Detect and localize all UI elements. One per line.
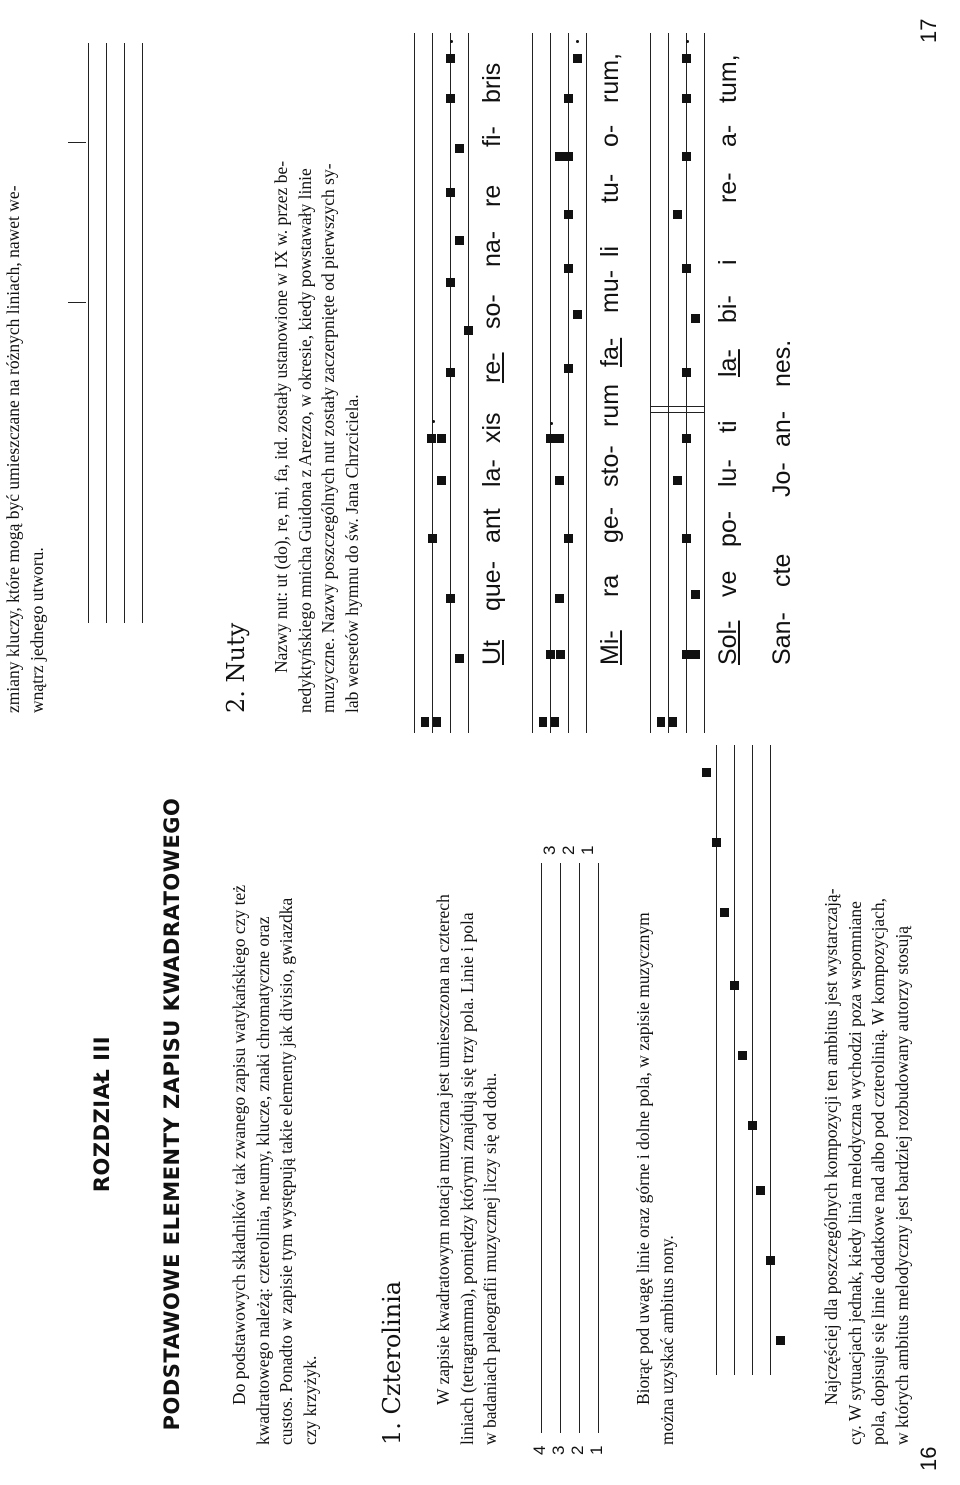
text-line: można uzyskać ambitus nony. xyxy=(656,1235,677,1445)
syllable: ant xyxy=(478,508,506,543)
page-number: 16 xyxy=(916,1446,941,1471)
line-number: 2 xyxy=(568,1445,587,1455)
text-line: wnątrz jednego utworu. xyxy=(26,547,47,713)
field-number: 1 xyxy=(578,845,597,855)
mora-dot xyxy=(686,40,689,43)
bar-line xyxy=(650,406,704,407)
note xyxy=(446,368,455,377)
note xyxy=(682,650,691,659)
syllable: la- xyxy=(714,349,742,377)
note xyxy=(564,210,573,219)
closing-paragraph xyxy=(820,795,914,1445)
syllable: fi- xyxy=(478,126,506,147)
staff-line xyxy=(704,33,705,733)
note xyxy=(766,1256,775,1265)
left-page xyxy=(0,743,960,1485)
staff-line xyxy=(432,33,433,733)
note xyxy=(691,590,700,599)
c-clef xyxy=(657,717,677,727)
syllable: ra xyxy=(596,574,624,597)
text-line: Do podstawowych składników tak zwanego zapisu watykańskiego czy też xyxy=(229,885,249,1405)
note xyxy=(455,144,464,153)
note xyxy=(427,434,436,443)
text-line: liniach (tetragramma), pomiędzy którymi znajdują się trzy pola. Linie i pola xyxy=(456,912,477,1445)
section-1-paragraph xyxy=(432,795,503,1445)
ambitus-staff-figure xyxy=(690,695,790,1375)
note xyxy=(446,594,455,603)
syllable: xis xyxy=(478,412,506,443)
field-number: 2 xyxy=(559,845,578,855)
line-number: 4 xyxy=(530,1445,549,1455)
syllable: so- xyxy=(478,294,506,329)
text-line: lab wersetów hymnu do św. Jana Chrzciciela. xyxy=(341,394,362,713)
syllable: o- xyxy=(596,124,624,147)
ambitus-paragraph xyxy=(632,795,679,1445)
note xyxy=(556,650,565,659)
syllable: cte xyxy=(768,553,796,587)
text-line: Biorąc pod uwagę linie oraz górne i dolne pola, w zapisie muzycznym xyxy=(633,912,653,1405)
syllable: nes. xyxy=(768,339,796,387)
hymn-system-2 xyxy=(518,0,638,743)
syllable: lu- xyxy=(714,459,742,487)
staff-line xyxy=(468,33,469,733)
blank-writing-lines xyxy=(60,0,170,743)
note xyxy=(682,54,691,63)
staff-line xyxy=(598,863,599,1433)
syllable: na- xyxy=(478,230,506,267)
text-line: Nazwy nut: ut (do), re, mi, fa, itd. zostały ustanowione w IX w. przez be- xyxy=(271,160,291,673)
syllable: ve xyxy=(714,570,742,597)
note xyxy=(555,152,564,161)
syllable: rum xyxy=(596,383,624,427)
note xyxy=(564,534,573,543)
note xyxy=(691,314,700,323)
note xyxy=(437,434,446,443)
syllable: la- xyxy=(478,459,506,487)
note xyxy=(573,310,582,319)
note xyxy=(776,1336,785,1345)
syllable: re xyxy=(478,184,506,207)
note xyxy=(555,434,564,443)
syllable: ge- xyxy=(596,506,624,543)
staff-line xyxy=(550,33,551,733)
text-line: custos. Ponadto w zapisie tym występują takie elementy jak divisio, gwiazdka xyxy=(276,897,296,1445)
staff-line xyxy=(579,863,580,1433)
staff-line xyxy=(541,863,542,1433)
staff-line xyxy=(686,33,687,733)
note xyxy=(555,594,564,603)
hymn-system-4 xyxy=(754,0,814,743)
note xyxy=(738,1051,747,1060)
note xyxy=(564,264,573,273)
blank-line xyxy=(106,43,107,623)
syllable: bi- xyxy=(714,295,742,323)
staff-line xyxy=(734,745,735,1375)
note xyxy=(464,326,473,335)
syllable: sto- xyxy=(596,445,624,487)
syllable: i xyxy=(714,259,742,265)
note xyxy=(455,236,464,245)
continuation-paragraph xyxy=(2,33,49,713)
note xyxy=(546,434,555,443)
note xyxy=(555,476,564,485)
text-line: czy krzyżyk. xyxy=(299,1355,320,1445)
syllable: an- xyxy=(768,410,796,447)
blank-line xyxy=(142,43,143,623)
syllable: fa- xyxy=(596,337,624,367)
note xyxy=(437,476,446,485)
syllable: re- xyxy=(714,172,742,203)
syllable: Ut xyxy=(478,640,506,665)
syllable: ti xyxy=(714,420,742,433)
hymn-system-3 xyxy=(636,0,756,743)
bar-line xyxy=(68,142,86,143)
note xyxy=(546,650,555,659)
syllable: tu- xyxy=(596,173,624,203)
tetragramma-figure xyxy=(530,835,610,1455)
syllable: Jo- xyxy=(768,462,796,497)
note xyxy=(673,476,682,485)
note xyxy=(682,434,691,443)
c-clef xyxy=(539,717,559,727)
blank-line xyxy=(88,43,89,623)
staff-line xyxy=(650,33,651,733)
syllable: rum, xyxy=(596,53,624,103)
note xyxy=(682,368,691,377)
mora-dot xyxy=(450,40,453,43)
note xyxy=(691,650,700,659)
staff-line xyxy=(770,745,771,1375)
note xyxy=(756,1186,765,1195)
line-number: 3 xyxy=(549,1445,568,1455)
syllable: Sol- xyxy=(714,620,742,665)
note xyxy=(564,94,573,103)
staff-line xyxy=(414,33,415,733)
text-line: muzyczne. Nazwy poszczególnych nut zostały zaczerpnięte od pierwszych sy- xyxy=(318,163,338,713)
note xyxy=(720,908,729,917)
note xyxy=(446,94,455,103)
note xyxy=(573,54,582,63)
text-line: cy. W sytuacjach jednak, kiedy linia melodyczna wychodzi poza wspomniane xyxy=(844,901,865,1445)
text-line: w badaniach paleografii muzycznej liczy się od dołu. xyxy=(480,1072,500,1445)
note xyxy=(428,534,437,543)
syllable: a- xyxy=(714,124,742,147)
note xyxy=(446,54,455,63)
syllable: re- xyxy=(478,352,506,383)
note xyxy=(446,188,455,197)
page-number: 17 xyxy=(916,18,941,43)
staff-line xyxy=(586,33,587,733)
staff-line xyxy=(560,863,561,1433)
note xyxy=(748,1121,757,1130)
text-line: pola, dopisuje się linie dodatkowe nad albo pod czterolinią. W kompozycjach, xyxy=(868,897,888,1445)
staff-line xyxy=(450,33,451,733)
syllable: San- xyxy=(768,612,796,665)
syllable: bris xyxy=(478,62,506,103)
syllable: po- xyxy=(714,510,742,547)
syllable: li xyxy=(596,245,624,257)
mora-dot xyxy=(550,422,553,425)
text-line: w których ambitus melodyczny jest bardziej rozbudowany autorzy stosują xyxy=(891,925,912,1445)
blank-line xyxy=(124,43,125,623)
syllable: que- xyxy=(478,560,506,611)
syllable: Mi- xyxy=(596,630,624,665)
chapter-title: PODSTAWOWE ELEMENTY ZAPISU KWADRATOWEGO xyxy=(160,797,184,1431)
section-2-paragraph xyxy=(270,23,364,713)
note xyxy=(446,278,455,287)
note xyxy=(712,838,721,847)
note xyxy=(564,152,573,161)
text-line: nedyktyńskiego mnicha Guidona z Arezzo, w okresie, kiedy powstawały linie xyxy=(294,168,315,713)
note xyxy=(682,534,691,543)
note xyxy=(673,210,682,219)
section-2-title: 2. Nuty xyxy=(222,622,250,713)
note xyxy=(702,768,711,777)
staff-line xyxy=(752,745,753,1375)
staff-line xyxy=(532,33,533,733)
mora-dot xyxy=(432,420,435,423)
syllable: mu- xyxy=(596,269,624,313)
text-line: Najczęściej dla poszczególnych kompozycji ten ambitus jest wystarczają- xyxy=(821,888,841,1405)
note xyxy=(682,152,691,161)
field-number: 3 xyxy=(540,845,559,855)
line-number: 1 xyxy=(587,1445,606,1455)
note xyxy=(730,981,739,990)
hymn-system-1 xyxy=(400,0,520,743)
staff-line xyxy=(668,33,669,733)
section-1-title: 1. Czterolinia xyxy=(378,1280,406,1445)
chapter-label: ROZDZIAŁ III xyxy=(90,1035,114,1193)
c-clef xyxy=(421,717,441,727)
mora-dot xyxy=(576,40,579,43)
note xyxy=(564,364,573,373)
intro-paragraph xyxy=(228,795,322,1445)
note xyxy=(682,94,691,103)
bar-line xyxy=(68,302,86,303)
text-line: W zapisie kwadratowym notacja muzyczna jest umieszczona na czterech xyxy=(433,894,453,1405)
note xyxy=(682,264,691,273)
staff-line xyxy=(568,33,569,733)
bar-line xyxy=(650,412,704,413)
hymn-score xyxy=(400,0,900,743)
syllable: tum, xyxy=(714,54,742,103)
text-line: zmiany kluczy, które mogą być umieszczane na różnych liniach, nawet we- xyxy=(3,185,23,713)
text-line: kwadratowego należą: czterolinia, neumy, klucze, znaki chromatyczne oraz xyxy=(252,916,273,1445)
note xyxy=(455,654,464,663)
